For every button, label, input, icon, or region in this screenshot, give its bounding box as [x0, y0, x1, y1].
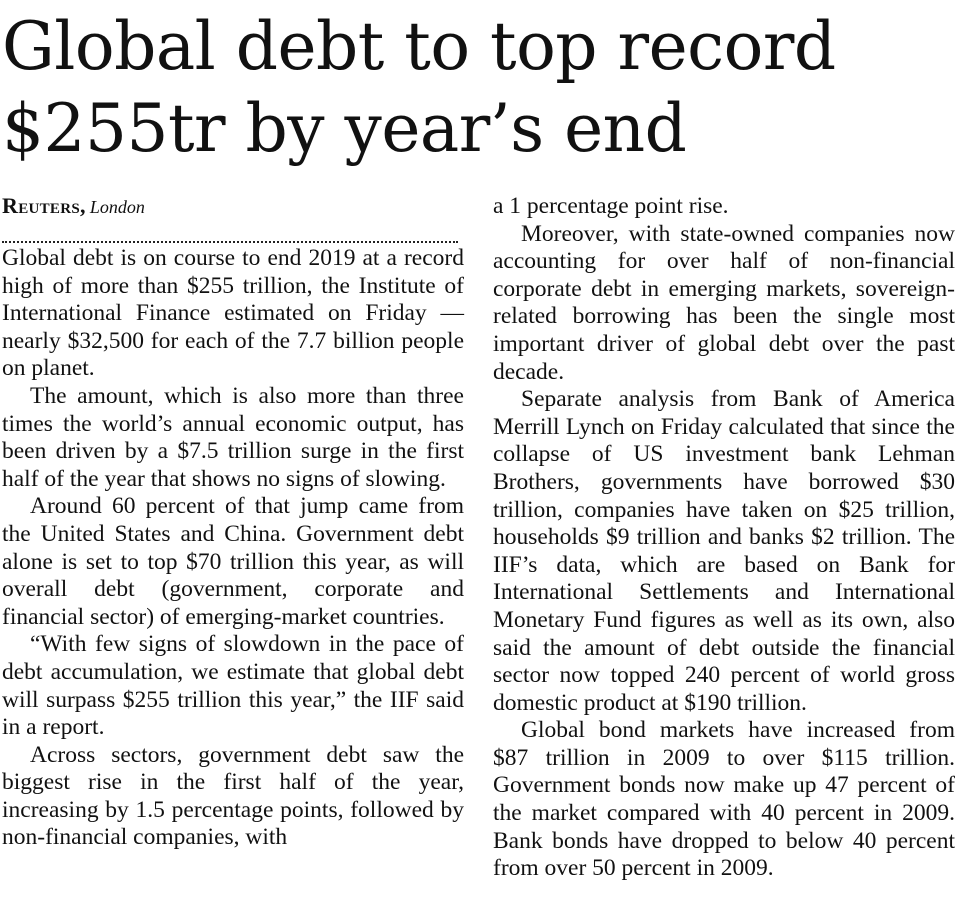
article-column-right [493, 193, 955, 883]
byline [2, 192, 464, 221]
article-paragraph: The amount, which is also more than three times the world’s annual economic output, has been driven by a $7.5 trillion surge in the first half of the year that shows no signs of slowing. [2, 382, 464, 492]
dotted-divider [2, 221, 458, 243]
headline: Global debt to top record $255tr by year’s end [2, 8, 836, 167]
article-paragraph: Global debt is on course to end 2019 at a record high of more than $255 trillion, the Institute of International Finance estimated on Friday — nearly $32,500 for each of the 7.7 billion people on planet. [2, 245, 464, 382]
article-paragraph: Moreover, with state-owned companies now accounting for over half of non-financial corporate debt in emerging markets, sovereign-related borrowing has been the single most important driver of global debt over the past decade. [493, 220, 955, 385]
byline-agency: Reuters, [2, 193, 86, 218]
article-column-left [2, 192, 464, 852]
article-paragraph: Global bond markets have increased from $87 trillion in 2009 to over $115 trillion. Government bonds now make up 47 percent of the market compared with 40 percent in 2009. Bank bonds have dropped to below 40 percent from over 50 percent in 2009. [493, 717, 955, 882]
article-paragraph: “With few signs of slowdown in the pace of debt accumulation, we estimate that global debt will surpass $255 trillion this year,” the IIF said in a report. [2, 631, 464, 741]
article-paragraph: Around 60 percent of that jump came from the United States and China. Government debt alone is set to top $70 trillion this year, as will overall debt (government, corporate and financial sector) of emerging-market countries. [2, 493, 464, 630]
article-paragraph: Separate analysis from Bank of America Merrill Lynch on Friday calculated that since the collapse of US investment bank Lehman Brothers, governments have borrowed $30 trillion, companies have taken on $25 trillion, households $9 trillion and banks $2 trillion. The IIF’s data, which are based on Bank for International Settlements and International Monetary Fund figures as well as its own, also said the amount of debt outside the financial sector now topped 240 percent of world gross domestic product at $190 trillion. [493, 386, 955, 716]
article-paragraph: Across sectors, government debt saw the biggest rise in the first half of the year, increasing by 1.5 percentage points, followed by non-financial companies, with [2, 741, 464, 851]
article-paragraph: a 1 percentage point rise. [493, 193, 729, 219]
byline-place: London [89, 197, 145, 217]
